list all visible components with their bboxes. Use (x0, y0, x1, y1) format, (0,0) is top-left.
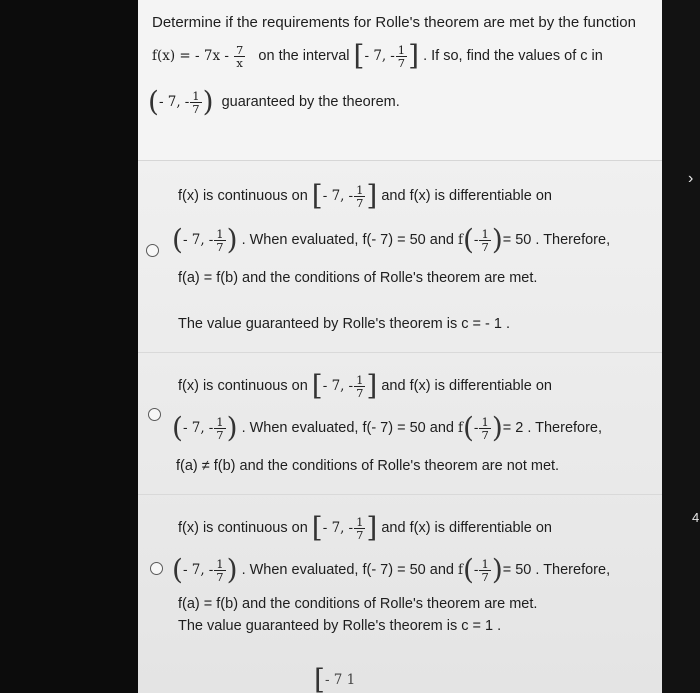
question-block (138, 0, 662, 161)
option-3-evaluation: (- 7, - $\frac{1}{7}$ ) . When evaluated, f(- 7) = 50 and f(- $\frac{1}{7}$ )= 50 . Therefore, (172, 553, 611, 586)
question-line-1: Determine if the requirements for Rolle's theorem are met by the function (152, 14, 636, 31)
left-dark-border (0, 0, 138, 693)
interval-intro: on the interval (258, 47, 350, 64)
open-interval-fraction: $\frac{1}{7}$ (192, 88, 200, 116)
option-3-continuity: f(x) is continuous on [- 7, - $\frac{1}{7}$ ] and f(x) is differentiable on (178, 511, 552, 544)
question-line-3: (- 7, - $\frac{1}{7}$ ) guaranteed by the theorem. (148, 85, 400, 118)
option-1-continuity: f(x) is continuous on [- 7, - $\frac{1}{7}$ ] and f(x) is differentiable on (178, 179, 552, 212)
right-dark-border (662, 0, 700, 693)
option-1-value: The value guaranteed by Rolle's theorem is c = - 1 . (178, 316, 511, 332)
right-edge-digit: 4 (692, 510, 700, 525)
interval-fraction: $\frac{1}{7}$ (397, 42, 406, 70)
option-3-conclusion: f(a) = f(b) and the conditions of Rolle's theorem are met. (178, 596, 538, 612)
option-3-radio[interactable] (150, 562, 163, 575)
option-3-value: The value guaranteed by Rolle's theorem is c = 1 . (178, 618, 502, 634)
option-2-conclusion: f(a) ≠ f(b) and the conditions of Rolle's theorem are not met. (176, 458, 560, 474)
answer-option-2[interactable] (138, 352, 662, 495)
question-line-2-tail: . If so, find the values of c in (423, 47, 603, 64)
option-2-evaluation: (- 7, - $\frac{1}{7}$ ) . When evaluated, f(- 7) = 50 and f(- $\frac{1}{7}$ )= 2 . Therefore, (172, 411, 603, 444)
answer-option-3[interactable] (138, 494, 662, 644)
function-fraction: $\frac{7}{x}$ (235, 42, 244, 70)
answer-option-1[interactable] (138, 160, 662, 353)
option-4-partial: [- 7 1 (314, 663, 356, 693)
right-edge-arrow: › (688, 170, 694, 187)
question-sheet (138, 0, 662, 693)
option-2-radio[interactable] (148, 408, 161, 421)
question-line-2: f(x) = - 7x - $\frac{7}{x}$ on the interval [- 7, - $\frac{1}{7}$ ] . If so, find the values of c in (152, 39, 603, 72)
function-definition: f(x) = - 7x - (152, 47, 229, 64)
option-1-evaluation: (- 7, - $\frac{1}{7}$ ) . When evaluated, f(- 7) = 50 and f(- $\frac{1}{7}$ )= 50 . Therefore, (172, 223, 611, 256)
option-1-conclusion: f(a) = f(b) and the conditions of Rolle's theorem are met. (178, 270, 538, 286)
option-2-continuity: f(x) is continuous on [- 7, - $\frac{1}{7}$ ] and f(x) is differentiable on (178, 369, 552, 402)
option-1-radio[interactable] (146, 244, 159, 257)
